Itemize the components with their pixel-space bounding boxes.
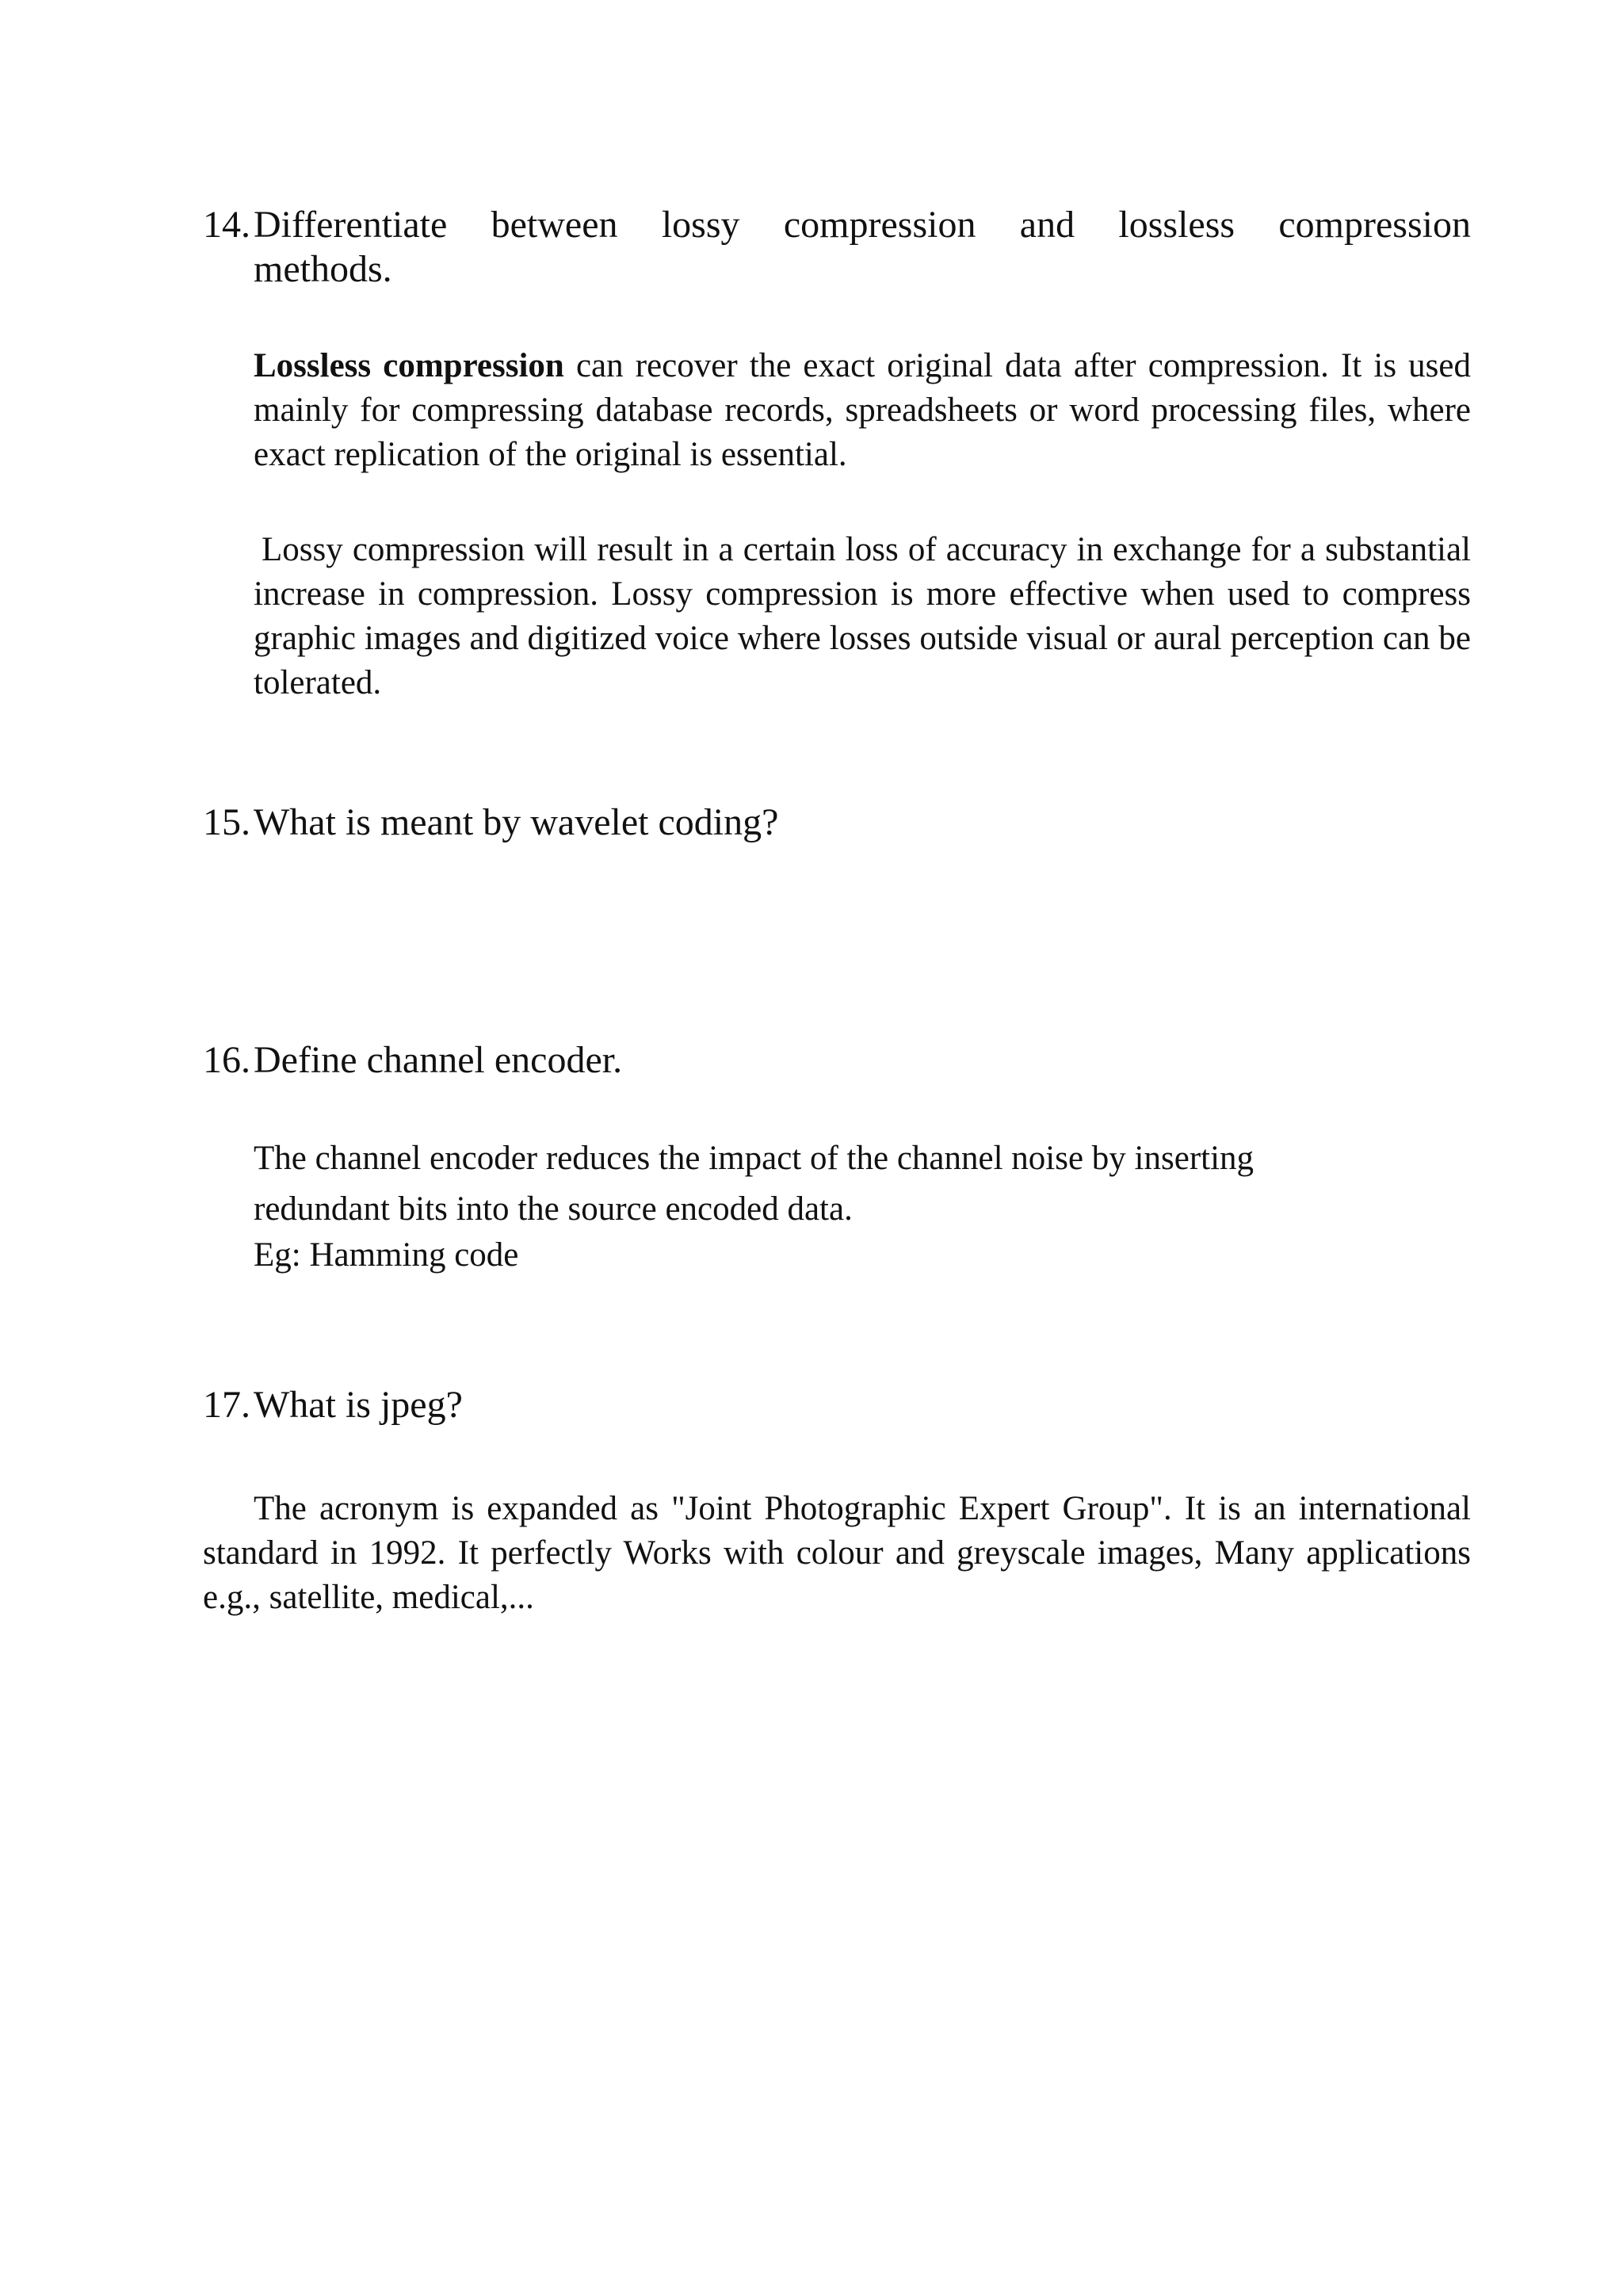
- question-17-number: 17.: [203, 1384, 250, 1426]
- question-17-text: What is jpeg?: [254, 1384, 463, 1426]
- question-15-number: 15.: [203, 801, 250, 843]
- question-16-answer-line1: The channel encoder reduces the impact of the channel noise by inserting: [254, 1140, 1254, 1177]
- question-16-text: Define channel encoder.: [254, 1039, 623, 1081]
- question-16-answer: [254, 1133, 1471, 1281]
- question-14-heading: [203, 203, 1471, 292]
- question-14-answer-lossy: [254, 528, 1471, 705]
- question-16-heading: [203, 1038, 1471, 1083]
- question-17-answer: [203, 1487, 1471, 1620]
- question-17-heading: [203, 1383, 1471, 1427]
- question-14-answer-lossless: [254, 344, 1471, 477]
- question-14-number: 14.: [203, 204, 250, 246]
- lossless-compression-description: can recover the exact original data after compression. It is used mainly for compressing database records, spreadsheets or word processing files, where exact replication of the original is essential.: [254, 347, 1471, 473]
- question-15-text: What is meant by wavelet coding?: [254, 801, 779, 843]
- question-16-answer-line2: redundant bits into the source encoded data.: [254, 1190, 853, 1228]
- question-15-heading: [203, 800, 1471, 845]
- question-16-number: 16.: [203, 1039, 250, 1081]
- question-17-answer-text: The acronym is expanded as "Joint Photographic Expert Group". It is an international standard in 1992. It perfectly Works with colour and greyscale images, Many applications e.g., satellite, medical,...: [203, 1490, 1471, 1616]
- question-14-text-line1: Differentiate between lossy compression and lossless compression: [254, 204, 1471, 246]
- question-14-text-line2: methods.: [254, 248, 392, 290]
- question-16-answer-example: Eg: Hamming code: [254, 1236, 519, 1274]
- lossy-compression-description: Lossy compression will result in a certain loss of accuracy in exchange for a substantial increase in compression. Lossy compression is more effective when used to compress graphic images and digitized voice where losses outside visual or aural perception can be tolerated.: [254, 531, 1471, 701]
- lossless-compression-term: Lossless compression: [254, 347, 564, 384]
